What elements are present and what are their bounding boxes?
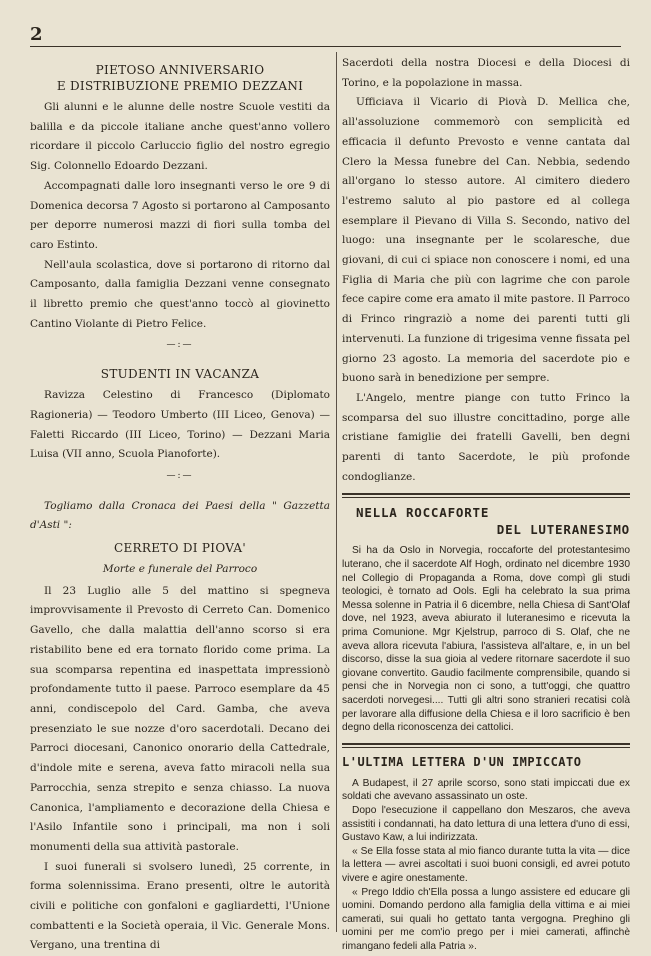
article-title-anniversario [30,62,330,94]
column-divider [336,52,337,932]
news-block [342,777,630,954]
paragraph: Nell'aula scolastica, dove si portarono di ritorno dal Camposanto, dalla famiglia Dezzani venne consegnato il libretto premio che quest'anno toccò al giovinetto Cantino Violante di Pietro Felice. [30,258,330,330]
double-rule [342,493,630,498]
title-line-1: NELLA ROCCAFORTE [356,505,490,521]
paragraph: Dopo l'esecuzione il cappellano don Meszaros, che aveva assistiti i condannati, ha dato lettura di una lettera d'uno di essi, Gustavo Kaw, a lui indirizzata. [342,804,630,844]
paragraph: Ufficiava il Vicario di Piovà D. Mellica che, all'assoluzione commemorò con semplicità ed efficacia il defunto Prevosto e venne cantata dal Clero la Messa funebre del Can. Nebbia, sedendo all'organo lo stesso autore. Al cimitero diedero l'estremo saluto al pio pastore ed al collega esemplare il Pievano di Villa S. Secondo, nativo del luogo: una insegnante per le scolaresche, due giovani, di cui ci spiace non conoscere i nomi, ed una Figlia di Maria che più con lagrime che con parole fece capire come era amato il mite pastore. Il Parroco di Frinco ringraziò a nome dei parenti tutti gli intervenuti. La funzione di trigesima venne fissata pel giorno 23 agosto. La memoria del sacerdote pio e buono sarà in benedizione per sempre. [342,96,630,385]
paragraph: Il 23 Luglio alle 5 del mattino si spegneva improvvisamente il Prevosto di Cerreto Can. Domenico Gavello, che dalla malattia dell'anno scorso si era ristabilito bene ed era tornato florido come prima. La sua scomparsa repentina ed inaspettata impressionò profondamente tutto il paese. Parroco esemplare da 45 anni, condiscepolo del Card. Gamba, che aveva presenziato le sue nozze d'oro sacerdotali. Decano dei Parroci diocesani, Canonico onorario della Cattedrale, d'indole mite e serena, aveva fatto miracoli nella sua Parrocchia, senza strepito e senza chiasso. La nuova Canonica, l'ampliamento e decorazione della Chiesa e l'Asilo Infantile sono i principali, ma non i soli monumenti della sua attività pastorale. [30,584,330,853]
paragraph: Accompagnati dalle loro insegnanti verso le ore 9 di Domenica decorsa 7 Agosto si portarono al Camposanto per deporre numerosi mazzi di fiori sulla tomba del caro Estinto. [30,179,330,251]
article-intro: Togliamo dalla Cronaca dei Paesi della " Gazzetta d'Asti ": [30,499,330,532]
paragraph: A Budapest, il 27 aprile scorso, sono stati impiccati due ex soldati che avevano assassinato un oste. [342,777,630,803]
top-rule [30,46,621,47]
paragraph: « Se Ella fosse stata al mio fianco durante tutta la vita — dice la lettera — avrei ascoltati i suoi buoni consigli, ed avrei potuto vivere e agire onestamente. [342,845,630,884]
title-line-2: DEL LUTERANESIMO [496,522,630,538]
news-block [342,544,630,734]
left-column [30,52,330,956]
page-number: 2 [30,24,43,45]
section-separator: —:— [166,470,194,481]
paragraph: « Prego Iddio ch'Ella possa a lungo assistere ed educare gli uomini. Domando perdono alla famiglia della vittima e ai miei camerati, sui quali ho gettato tanta vergogna. Preghino gli uomini per me com'io prego per i miei camerati, affinchè rimangano fedeli alla Patria ». [342,886,630,952]
paragraph: L'Angelo, mentre piange con tutto Frinco la scomparsa del suo illustre concittadino, porge alle cristiane famiglie dei fratelli Gavelli, ben degni parenti di tanto Sacerdote, le più profonde condoglianze. [342,391,630,483]
article-subtitle: Morte e funerale del Parroco [102,563,258,576]
title-line-1: PIETOSO ANNIVERSARIO [95,63,265,77]
paragraph: Ravizza Celestino di Francesco (Diplomato Ragioneria) — Teodoro Umberto (III Liceo, Genova) — Faletti Riccardo (III Liceo, Torino) — Dezzani Maria Luisa (VII anno, Scuola Pianoforte). [30,389,330,461]
article-title-cerreto: CERRETO DI PIOVA' [114,541,246,556]
title-line-2: E DISTRIBUZIONE PREMIO DEZZANI [56,79,304,93]
section-separator: —:— [166,340,194,351]
paragraph: Gli alunni e le alunne delle nostre Scuole vestiti da balilla e da piccole italiane anche quest'anno vollero ricordare il piccolo Carluccio figlio del nostro egregio Sig. Colonnello Edoardo Dezzani. [30,101,330,173]
right-column [342,54,630,954]
paragraph: I suoi funerali si svolsero lunedì, 25 corrente, in forma solennissima. Erano presenti, oltre le autorità civili e politiche con gonfaloni e gagliardetti, l'Unione combattenti e la Società operaia, il Vic. Generale Mons. Vergano, una trentina di [30,860,330,952]
paragraph: Si ha da Oslo in Norvegia, roccaforte del protestantesimo luterano, che il sacerdote Alf Hogh, ordinato nel dicembre 1930 nel Collegio di Propaganda a Roma, dove compì gli studi teologici, è tornato ad Ools. Egli ha celebrato la sua prima Messa solenne in Patria il 6 dicembre, nella Chiesa di Sant'Olaf dove, nel 1923, aveva abiurato il luteranesimo e ricevuta la prima Comunione. Mgr Kjelstrup, parroco di S. Olaf, che ne aveva allora ricevuta l'abiura, l'assisteva all'altare, e, in un bel discorso, disse la sua gioia al vedere ritornare sacerdote il suo giovane convertito. Gaudio facilmente comprensibile, quando si pensi che in Norvegia non ci sono, a tutt'oggi, che quattro sacerdoti norvegesi.... Tutti gli altri sono stranieri recatisi colà per lavorare alla diffusione della Chiesa e il loro sacrificio è ben degno della riconoscenza dei cattolici. [342,545,630,734]
article-title-roccaforte [342,504,630,538]
article-title-studenti: STUDENTI IN VACANZA [100,367,260,382]
article-title-impiccato: L'ULTIMA LETTERA D'UN IMPICCATO [342,754,582,769]
paragraph: Sacerdoti della nostra Diocesi e della Diocesi di Torino, e la popolazione in massa. [342,57,630,89]
double-rule [342,743,630,748]
